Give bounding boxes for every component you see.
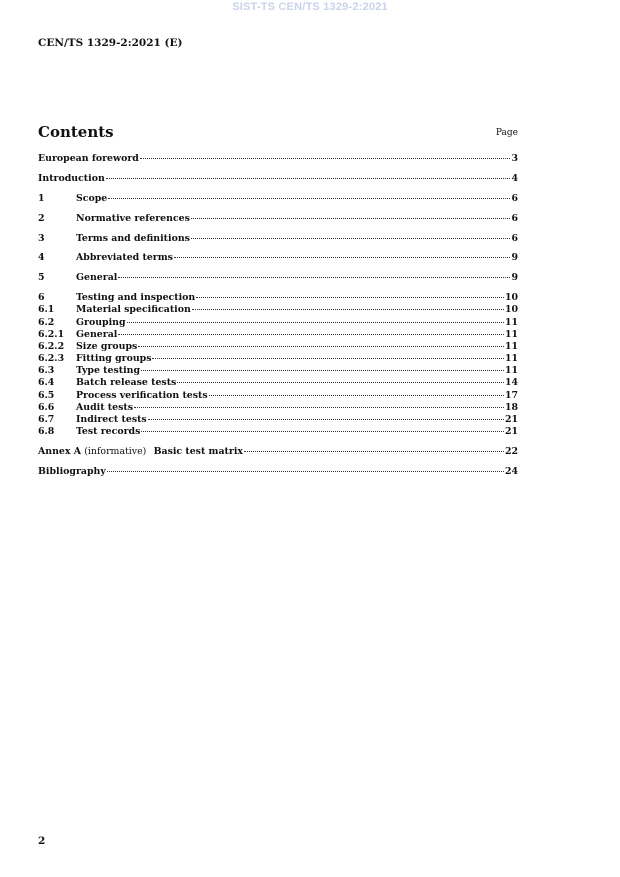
toc-entry-number: 6.2.3 <box>38 353 65 365</box>
toc-entry-general[interactable] <box>38 272 518 284</box>
toc-entry-number: 6.2.2 <box>38 340 65 352</box>
toc-leader-dots <box>191 218 511 219</box>
toc-entry-title: Test records <box>76 426 141 438</box>
toc-entry-page: 10 <box>504 304 518 316</box>
page-number: 2 <box>38 835 46 847</box>
toc-entry-page: 11 <box>504 340 518 352</box>
table-of-contents <box>38 153 518 478</box>
toc-entry-number: 1 <box>38 192 45 204</box>
toc-entry-grouping-general[interactable] <box>38 329 518 341</box>
toc-leader-dots <box>141 431 504 432</box>
toc-leader-dots <box>192 309 504 310</box>
toc-entry-page: 11 <box>504 328 518 340</box>
toc-entry-number: 5 <box>38 272 45 284</box>
toc-entry-audit-tests[interactable] <box>38 402 518 414</box>
toc-entry-annex-a[interactable] <box>38 446 518 458</box>
toc-leader-dots <box>140 158 511 159</box>
toc-entry-title: Process verification tests <box>76 389 208 401</box>
toc-entry-testing-and-inspection[interactable] <box>38 292 518 304</box>
document-id: CEN/TS 1329-2:2021 (E) <box>38 37 183 49</box>
toc-entry-page: 9 <box>511 252 518 264</box>
toc-entry-title: Material specification <box>76 304 191 316</box>
annex-note: (informative) <box>84 446 147 458</box>
page-column-label: Page <box>495 128 518 138</box>
toc-entry-normative-references[interactable] <box>38 213 518 225</box>
toc-entry-indirect-tests[interactable] <box>38 414 518 426</box>
toc-leader-dots <box>174 257 511 258</box>
toc-entry-title: Scope <box>76 192 108 204</box>
toc-entry-page: 10 <box>504 292 518 304</box>
toc-leader-dots <box>134 407 504 408</box>
toc-entry-number: 6.7 <box>38 414 55 425</box>
toc-leader-dots <box>196 297 504 298</box>
toc-entry-title: Terms and definitions <box>76 232 190 244</box>
toc-entry-number: 6 <box>38 292 45 304</box>
toc-leader-dots <box>209 395 504 396</box>
toc-entry-title: Indirect tests <box>76 414 147 425</box>
toc-entry-number: 6.5 <box>38 389 55 401</box>
toc-entry-title: Introduction <box>38 172 105 184</box>
toc-entry-title: Batch release tests <box>76 377 177 389</box>
toc-entry-title <box>38 446 243 458</box>
toc-entry-page: 18 <box>504 401 518 413</box>
toc-entry-page: 11 <box>504 353 518 365</box>
toc-entry-title: Type testing <box>76 365 141 377</box>
toc-entry-test-records[interactable] <box>38 426 518 438</box>
toc-entry-title: Testing and inspection <box>76 292 196 304</box>
toc-entry-scope[interactable] <box>38 193 518 205</box>
toc-entry-page: 6 <box>511 192 518 204</box>
watermark: SIST-TS CEN/TS 1329-2:2021 <box>232 1 388 13</box>
toc-leader-dots <box>118 334 504 335</box>
toc-leader-dots <box>177 382 504 383</box>
toc-entry-title: Bibliography <box>38 465 106 477</box>
toc-entry-process-verification-tests[interactable] <box>38 390 518 402</box>
toc-entry-page: 4 <box>511 172 518 184</box>
toc-entry-page: 6 <box>511 232 518 244</box>
toc-entry-page: 9 <box>511 272 518 284</box>
toc-entry-page: 22 <box>504 446 518 458</box>
toc-entry-title: Audit tests <box>76 401 133 413</box>
toc-entry-page: 3 <box>511 153 518 164</box>
toc-leader-dots <box>127 322 504 323</box>
toc-entry-page: 6 <box>511 212 518 224</box>
toc-entry-material-specification[interactable] <box>38 304 518 316</box>
toc-entry-page: 24 <box>504 465 518 477</box>
toc-entry-page: 14 <box>504 377 518 389</box>
toc-entry-title: Abbreviated terms <box>76 252 173 264</box>
toc-entry-title: General <box>76 272 118 284</box>
toc-leader-dots <box>148 419 504 420</box>
toc-entry-number: 6.4 <box>38 377 55 389</box>
toc-entry-number: 2 <box>38 212 45 224</box>
toc-entry-title: Fitting groups <box>76 353 152 365</box>
toc-entry-number: 4 <box>38 252 45 264</box>
toc-entry-page: 11 <box>504 316 518 328</box>
toc-entry-type-testing[interactable] <box>38 365 518 377</box>
annex-label: Annex A <box>38 446 81 458</box>
toc-entry-number: 6.2 <box>38 316 55 328</box>
toc-leader-dots <box>244 451 504 452</box>
toc-leader-dots <box>138 346 504 347</box>
toc-entry-number: 6.8 <box>38 426 55 438</box>
toc-entry-title: Normative references <box>76 212 190 224</box>
toc-entry-title: Grouping <box>76 316 126 328</box>
toc-entry-size-groups[interactable] <box>38 341 518 353</box>
toc-leader-dots <box>191 238 511 239</box>
toc-entry-page: 11 <box>504 365 518 377</box>
toc-entry-number: 3 <box>38 232 45 244</box>
toc-entry-page: 17 <box>504 389 518 401</box>
toc-leader-dots <box>118 277 510 278</box>
toc-entry-page: 21 <box>504 414 518 425</box>
toc-leader-dots <box>152 358 503 359</box>
toc-entry-title: General <box>76 328 118 340</box>
toc-leader-dots <box>108 198 510 199</box>
toc-entry-title: Size groups <box>76 340 138 352</box>
toc-entry-title: European foreword <box>38 153 139 164</box>
toc-entry-bibliography[interactable] <box>38 466 518 478</box>
annex-title: Basic test matrix <box>153 446 243 458</box>
toc-entry-fitting-groups[interactable] <box>38 353 518 365</box>
toc-entry-number: 6.3 <box>38 365 55 377</box>
toc-entry-introduction[interactable] <box>38 173 518 185</box>
toc-entry-grouping[interactable] <box>38 317 518 329</box>
toc-leader-dots <box>107 471 504 472</box>
toc-entry-batch-release-tests[interactable] <box>38 377 518 389</box>
toc-entry-abbreviated-terms[interactable] <box>38 252 518 264</box>
toc-entry-page: 21 <box>504 426 518 438</box>
toc-entry-terms-and-definitions[interactable] <box>38 233 518 245</box>
toc-entry-european-foreword[interactable] <box>38 153 518 165</box>
toc-entry-number: 6.6 <box>38 401 55 413</box>
toc-entry-number: 6.1 <box>38 304 55 316</box>
toc-leader-dots <box>141 370 504 371</box>
toc-leader-dots <box>106 178 511 179</box>
toc-entry-number: 6.2.1 <box>38 328 65 340</box>
contents-heading: Contents <box>38 123 114 141</box>
